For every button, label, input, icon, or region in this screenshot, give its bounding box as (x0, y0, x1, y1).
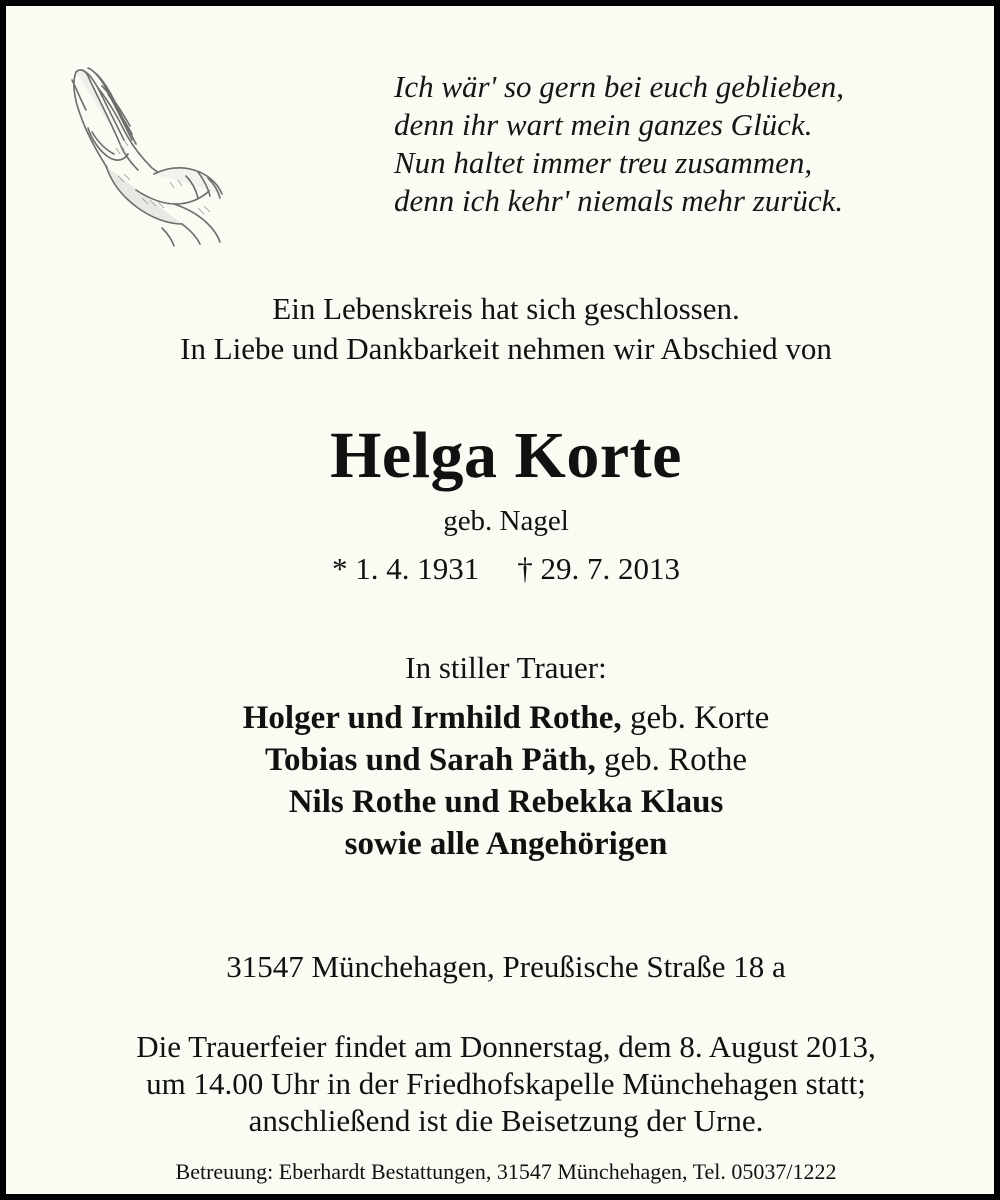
birth-date: * 1. 4. 1931 (332, 551, 480, 586)
intro-text (6, 289, 1000, 369)
mourners-list (6, 697, 1000, 865)
mourner-names: Tobias und Sarah Päth, (265, 742, 596, 778)
mourner-line (6, 697, 1000, 739)
death-date: † 29. 7. 2013 (517, 551, 680, 586)
mourner-maiden-name: geb. Rothe (595, 742, 747, 778)
poem-line: Ich wär' so gern bei euch geblieben, (394, 69, 844, 104)
intro-line: In Liebe und Dankbarkeit nehmen wir Abschied von (180, 331, 832, 366)
deceased-name: Helga Korte (330, 419, 682, 492)
poem-line: denn ihr wart mein ganzes Glück. (394, 107, 813, 142)
poem-line: Nun haltet immer treu zusammen, (394, 145, 813, 180)
mourner-line (6, 823, 1000, 865)
praying-hands-icon (58, 58, 226, 250)
ceremony-details (6, 1028, 1000, 1139)
family-address: 31547 Münchehagen, Preußische Straße 18 a (226, 949, 786, 984)
mourning-label: In stiller Trauer: (405, 650, 607, 685)
mourner-names: Holger und Irmhild Rothe, (242, 700, 622, 736)
mourner-line (6, 739, 1000, 781)
ceremony-line: anschließend ist die Beisetzung der Urne. (248, 1103, 764, 1138)
poem-line: denn ich kehr' niemals mehr zurück. (394, 183, 844, 218)
mourner-maiden-name: geb. Korte (621, 700, 770, 736)
ceremony-line: Die Trauerfeier findet am Donnerstag, dem 8. August 2013, (136, 1029, 876, 1064)
life-dates (6, 551, 1000, 587)
intro-line: Ein Lebenskreis hat sich geschlossen. (272, 291, 740, 326)
ceremony-line: um 14.00 Uhr in der Friedhofskapelle Münchehagen statt; (146, 1066, 866, 1101)
funeral-home-footer: Betreuung: Eberhardt Bestattungen, 31547 Münchehagen, Tel. 05037/1222 (175, 1159, 837, 1184)
mourner-line (6, 781, 1000, 823)
memorial-poem (394, 68, 954, 220)
mourner-names: sowie alle Angehörigen (344, 826, 668, 862)
mourner-names: Nils Rothe und Rebekka Klaus (288, 784, 724, 820)
maiden-name: geb. Nagel (443, 505, 569, 537)
